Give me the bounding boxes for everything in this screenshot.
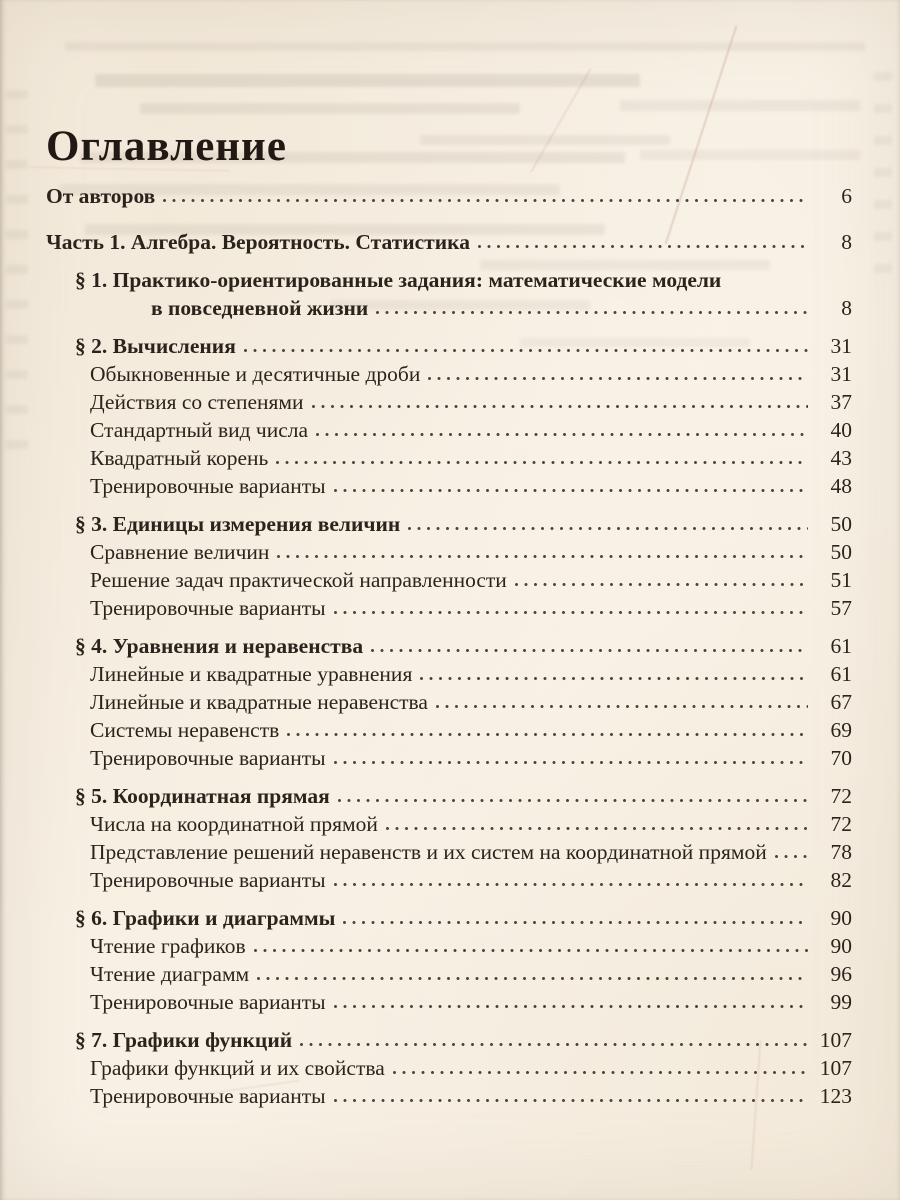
toc-entry	[46, 810, 852, 838]
toc-entry-label: Часть 1. Алгебра. Вероятность. Статистика	[46, 230, 470, 254]
toc-page-number: 72	[830, 812, 852, 836]
toc-entry	[46, 960, 852, 988]
toc-entry-line2	[46, 294, 852, 322]
dot-leader	[315, 432, 808, 437]
toc-entry	[46, 538, 852, 566]
toc-entry	[46, 838, 852, 866]
toc-page-number: 50	[830, 512, 852, 536]
toc-page-number: 96	[830, 962, 852, 986]
bleed-through-artifact	[6, 300, 28, 309]
toc-page-number: 78	[830, 840, 852, 864]
toc-entry-label: в повседневной жизни	[151, 296, 369, 320]
toc-page-number: 70	[830, 746, 852, 770]
toc-entry	[46, 228, 852, 256]
toc-entry-label: Сравнение величин	[90, 540, 270, 564]
toc-entry-label: Системы неравенств	[90, 718, 280, 742]
dot-leader	[477, 244, 808, 249]
toc-entry	[46, 1082, 852, 1110]
toc-entry-label: Линейные и квадратные неравенства	[90, 690, 428, 714]
toc-entry	[46, 332, 852, 360]
toc-entry-label: Представление решений неравенств и их систем на координатной прямой	[90, 840, 767, 864]
toc-entry	[46, 988, 852, 1016]
toc-entry-label: § 2. Вычисления	[75, 334, 236, 358]
toc-entry-label: § 4. Уравнения и неравенства	[75, 634, 364, 658]
dot-leader	[333, 760, 808, 765]
dot-leader	[243, 348, 808, 353]
dot-leader	[276, 554, 808, 559]
toc-entry-label: Чтение диаграмм	[90, 962, 250, 986]
toc-entry-label: § 6. Графики и диаграммы	[75, 906, 336, 930]
toc-entry-label: Обыкновенные и десятичные дроби	[90, 362, 421, 386]
toc-entry	[46, 904, 852, 932]
bleed-through-artifact	[6, 125, 28, 134]
toc-entry-label: Тренировочные варианты	[90, 990, 326, 1014]
toc-entry	[46, 360, 852, 388]
toc-entry	[46, 182, 852, 210]
dot-leader	[427, 376, 808, 381]
scratch-artifact	[530, 68, 591, 173]
toc-page-number: 43	[830, 446, 852, 470]
toc-entry-label: Чтение графиков	[90, 934, 246, 958]
toc-page-number: 123	[819, 1084, 852, 1108]
toc-page-number: 82	[830, 868, 852, 892]
dot-leader	[275, 460, 808, 465]
toc-entry-label: Решение задач практической направленности	[90, 568, 507, 592]
toc-page-number: 67	[830, 690, 852, 714]
toc-page-number: 107	[819, 1028, 852, 1052]
toc-entry-label: Стандартный вид числа	[90, 418, 309, 442]
bleed-through-artifact	[420, 135, 670, 145]
dot-leader	[774, 854, 808, 859]
toc-page-number: 37	[830, 390, 852, 414]
bleed-through-artifact	[6, 265, 28, 274]
dot-leader	[333, 488, 808, 493]
toc-entry-label: Тренировочные варианты	[90, 746, 326, 770]
dot-leader	[162, 198, 808, 203]
bleed-through-artifact	[874, 136, 892, 145]
toc-entry-label: § 7. Графики функций	[75, 1028, 293, 1052]
toc-entry	[46, 472, 852, 500]
toc-entry	[46, 510, 852, 538]
toc-entry-label: Числа на координатной прямой	[90, 812, 378, 836]
bleed-through-artifact	[874, 264, 892, 273]
dot-leader	[435, 704, 808, 709]
dot-leader	[333, 1004, 808, 1009]
dot-leader	[392, 1070, 808, 1075]
dot-leader	[299, 1042, 808, 1047]
toc-entry	[46, 566, 852, 594]
bleed-through-artifact	[6, 195, 28, 204]
bleed-through-artifact	[874, 104, 892, 113]
toc-entry	[46, 660, 852, 688]
dot-leader	[375, 310, 808, 315]
toc-entry	[46, 594, 852, 622]
toc-page-number: 90	[830, 906, 852, 930]
toc-entry-label: § 3. Единицы измерения величин	[75, 512, 401, 536]
toc-list	[46, 182, 852, 1110]
bleed-through-artifact	[874, 232, 892, 241]
bleed-through-artifact	[6, 160, 28, 169]
dot-leader	[311, 404, 808, 409]
bleed-through-artifact	[874, 72, 892, 81]
bleed-through-artifact	[65, 42, 865, 51]
toc-page-number: 31	[830, 362, 852, 386]
toc-page-number: 40	[830, 418, 852, 442]
toc-entry	[46, 416, 852, 444]
toc-page-number: 90	[830, 934, 852, 958]
toc-entry	[46, 932, 852, 960]
toc-page-number: 6	[841, 184, 852, 208]
bleed-through-artifact	[95, 74, 640, 87]
toc-entry-line1	[46, 266, 852, 294]
bleed-through-artifact	[640, 150, 860, 160]
dot-leader	[385, 826, 808, 831]
dot-leader	[407, 526, 808, 531]
toc-entry	[46, 1054, 852, 1082]
dot-leader	[286, 732, 808, 737]
dot-leader	[333, 610, 808, 615]
toc-entry-label: Графики функций и их свойства	[90, 1056, 385, 1080]
toc-page-number: 50	[830, 540, 852, 564]
toc-entry	[46, 688, 852, 716]
dot-leader	[333, 1098, 808, 1103]
toc-entry-label: § 5. Координатная прямая	[75, 784, 330, 808]
toc-entry	[46, 632, 852, 660]
dot-leader	[419, 676, 808, 681]
toc-page-number: 31	[830, 334, 852, 358]
toc-page-number: 99	[830, 990, 852, 1014]
toc-page-number: 72	[830, 784, 852, 808]
toc-entry-label: § 1. Практико-ориентированные задания: математические модели	[75, 268, 722, 292]
toc-entry-label: Действия со степенями	[90, 390, 304, 414]
bleed-through-artifact	[6, 405, 28, 414]
bleed-through-artifact	[6, 335, 28, 344]
toc-entry-label: Квадратный корень	[90, 446, 269, 470]
bleed-through-artifact	[874, 200, 892, 209]
toc-entry-label: Тренировочные варианты	[90, 596, 326, 620]
toc-entry	[46, 388, 852, 416]
toc-entry-label: Тренировочные варианты	[90, 474, 326, 498]
bleed-through-artifact	[6, 230, 28, 239]
bleed-through-artifact	[620, 100, 860, 111]
bleed-through-artifact	[6, 370, 28, 379]
toc-entry	[46, 1026, 852, 1054]
toc-page-number: 48	[830, 474, 852, 498]
toc-entry	[46, 744, 852, 772]
toc-entry	[46, 716, 852, 744]
toc-entry-label: От авторов	[46, 184, 156, 208]
toc-entry	[46, 782, 852, 810]
bleed-through-artifact	[874, 168, 892, 177]
toc-entry-label: Тренировочные варианты	[90, 1084, 326, 1108]
dot-leader	[256, 976, 808, 981]
toc-page-number: 61	[830, 662, 852, 686]
bleed-through-artifact	[140, 103, 520, 114]
toc-entry	[46, 866, 852, 894]
dot-leader	[514, 582, 808, 587]
dot-leader	[370, 648, 808, 653]
toc-page-number: 61	[830, 634, 852, 658]
dot-leader	[333, 882, 808, 887]
toc-entry-label: Линейные и квадратные уравнения	[90, 662, 413, 686]
toc-entry-label: Тренировочные варианты	[90, 868, 326, 892]
dot-leader	[253, 948, 808, 953]
toc-page-number: 8	[841, 296, 852, 320]
toc-page-number: 107	[819, 1056, 852, 1080]
dot-leader	[337, 798, 808, 803]
toc-page-number: 51	[830, 568, 852, 592]
toc-page-number: 8	[841, 230, 852, 254]
page-title: Оглавление	[46, 123, 287, 170]
bleed-through-artifact	[6, 90, 28, 99]
toc-page-number: 57	[830, 596, 852, 620]
bleed-through-artifact	[6, 440, 28, 449]
toc-entry	[46, 444, 852, 472]
dot-leader	[342, 920, 808, 925]
toc-page-number: 69	[830, 718, 852, 742]
